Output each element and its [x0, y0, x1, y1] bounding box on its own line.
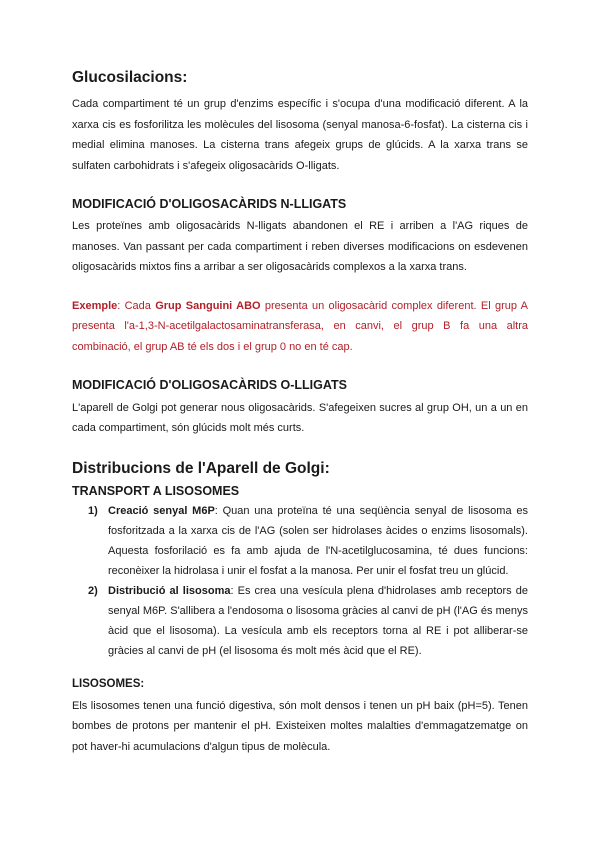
list-item	[88, 501, 528, 581]
example-bold-term: Grup Sanguini ABO	[155, 299, 261, 312]
paragraph-lisosomes: Els lisosomes tenen una funció digestiva, són molt densos i tenen un pH baix (pH=5). Tenen bombes de protons per mantenir el pH. Existeixen moltes malalties d'emmagatzematge on pot haver-hi acumulacions d'algun tipus de molècula.	[72, 699, 528, 753]
heading-o-lligats: MODIFICACIÓ D'OLIGOSACÀRIDS O-LLIGATS	[72, 378, 347, 393]
example-text-2: presenta un oligosacàrid complex diferent. El grup A presenta l'a-1,3-N-acetilgalactosaminatransferasa, en canvi, el grup B fa una altra combinació, el grup AB té els dos i el grup 0 no en té cap.	[72, 299, 528, 353]
list-item-text: : Quan una proteïna té una seqüència senyal de lisosoma es fosforitzada a la xarxa cis de l'AG (solen ser hidrolases àcides o enzims lisosomals). Aquesta fosforilació es fa amb ajuda de l'N-acetilglucosamina, té dues funcions: reconèixer la hidrolasa i unir el fosfat a la manosa. Per unir el fosfat treu un glúcid.	[108, 505, 528, 578]
heading-n-lligats: MODIFICACIÓ D'OLIGOSACÀRIDS N-LLIGATS	[72, 197, 347, 212]
list-item-number: 1)	[88, 505, 98, 518]
paragraph-o-lligats: L'aparell de Golgi pot generar nous oligosacàrids. S'afegeixen sucres al grup OH, un a un en cada compartiment, són glúcids molt més curts.	[72, 401, 528, 435]
paragraph-n-lligats: Les proteïnes amb oligosacàrids N-lligats abandonen el RE i arriben a l'AG riques de manoses. Van passant per cada compartiment i reben diverses modificacions on esdevenen oligosacàrids mixtos fins a arribar a ser oligosacàrids complexos a la xarxa trans.	[72, 220, 528, 274]
list-item-bold: Distribució al lisosoma	[108, 585, 231, 598]
example-label: Exemple	[72, 299, 118, 312]
list-item-number: 2)	[88, 585, 98, 598]
example-paragraph	[72, 296, 528, 358]
list-item-bold: Creació senyal M6P	[108, 505, 215, 518]
heading-glucosilacions: Glucosilacions:	[72, 69, 188, 86]
page-content	[72, 68, 528, 757]
paragraph-glucosilacions: Cada compartiment té un grup d'enzims específic i s'ocupa d'una modificació diferent. A la xarxa cis es fosforilitza les molècules del lisosoma (senyal manosa-6-fosfat). La cisterna cis i medial elimina manoses. La cisterna trans afegeix grups de glúcids. A la xarxa trans se sulfaten carbohidrats i s'afegeix oligosacàrids O-lligats.	[72, 98, 528, 172]
heading-distribucions: Distribucions de l'Aparell de Golgi:	[72, 459, 330, 477]
list-item-text: : Es crea una vesícula plena d'hidrolases amb receptors de senyal M6P. S'allibera a l'endosoma o lisosoma gràcies al canvi de pH (l'AG és menys àcid que el lisosoma). La vesícula amb els receptors torna al RE i pot alliberar-se gràcies al canvi de pH (el lisosoma és molt més àcid que el RE).	[108, 585, 529, 658]
example-text-1: : Cada	[117, 299, 156, 312]
transport-list	[72, 501, 528, 661]
list-item	[88, 581, 529, 661]
heading-lisosomes: LISOSOMES:	[72, 678, 145, 691]
subheading-transport-lisosomes: TRANSPORT A LISOSOMES	[72, 483, 240, 498]
